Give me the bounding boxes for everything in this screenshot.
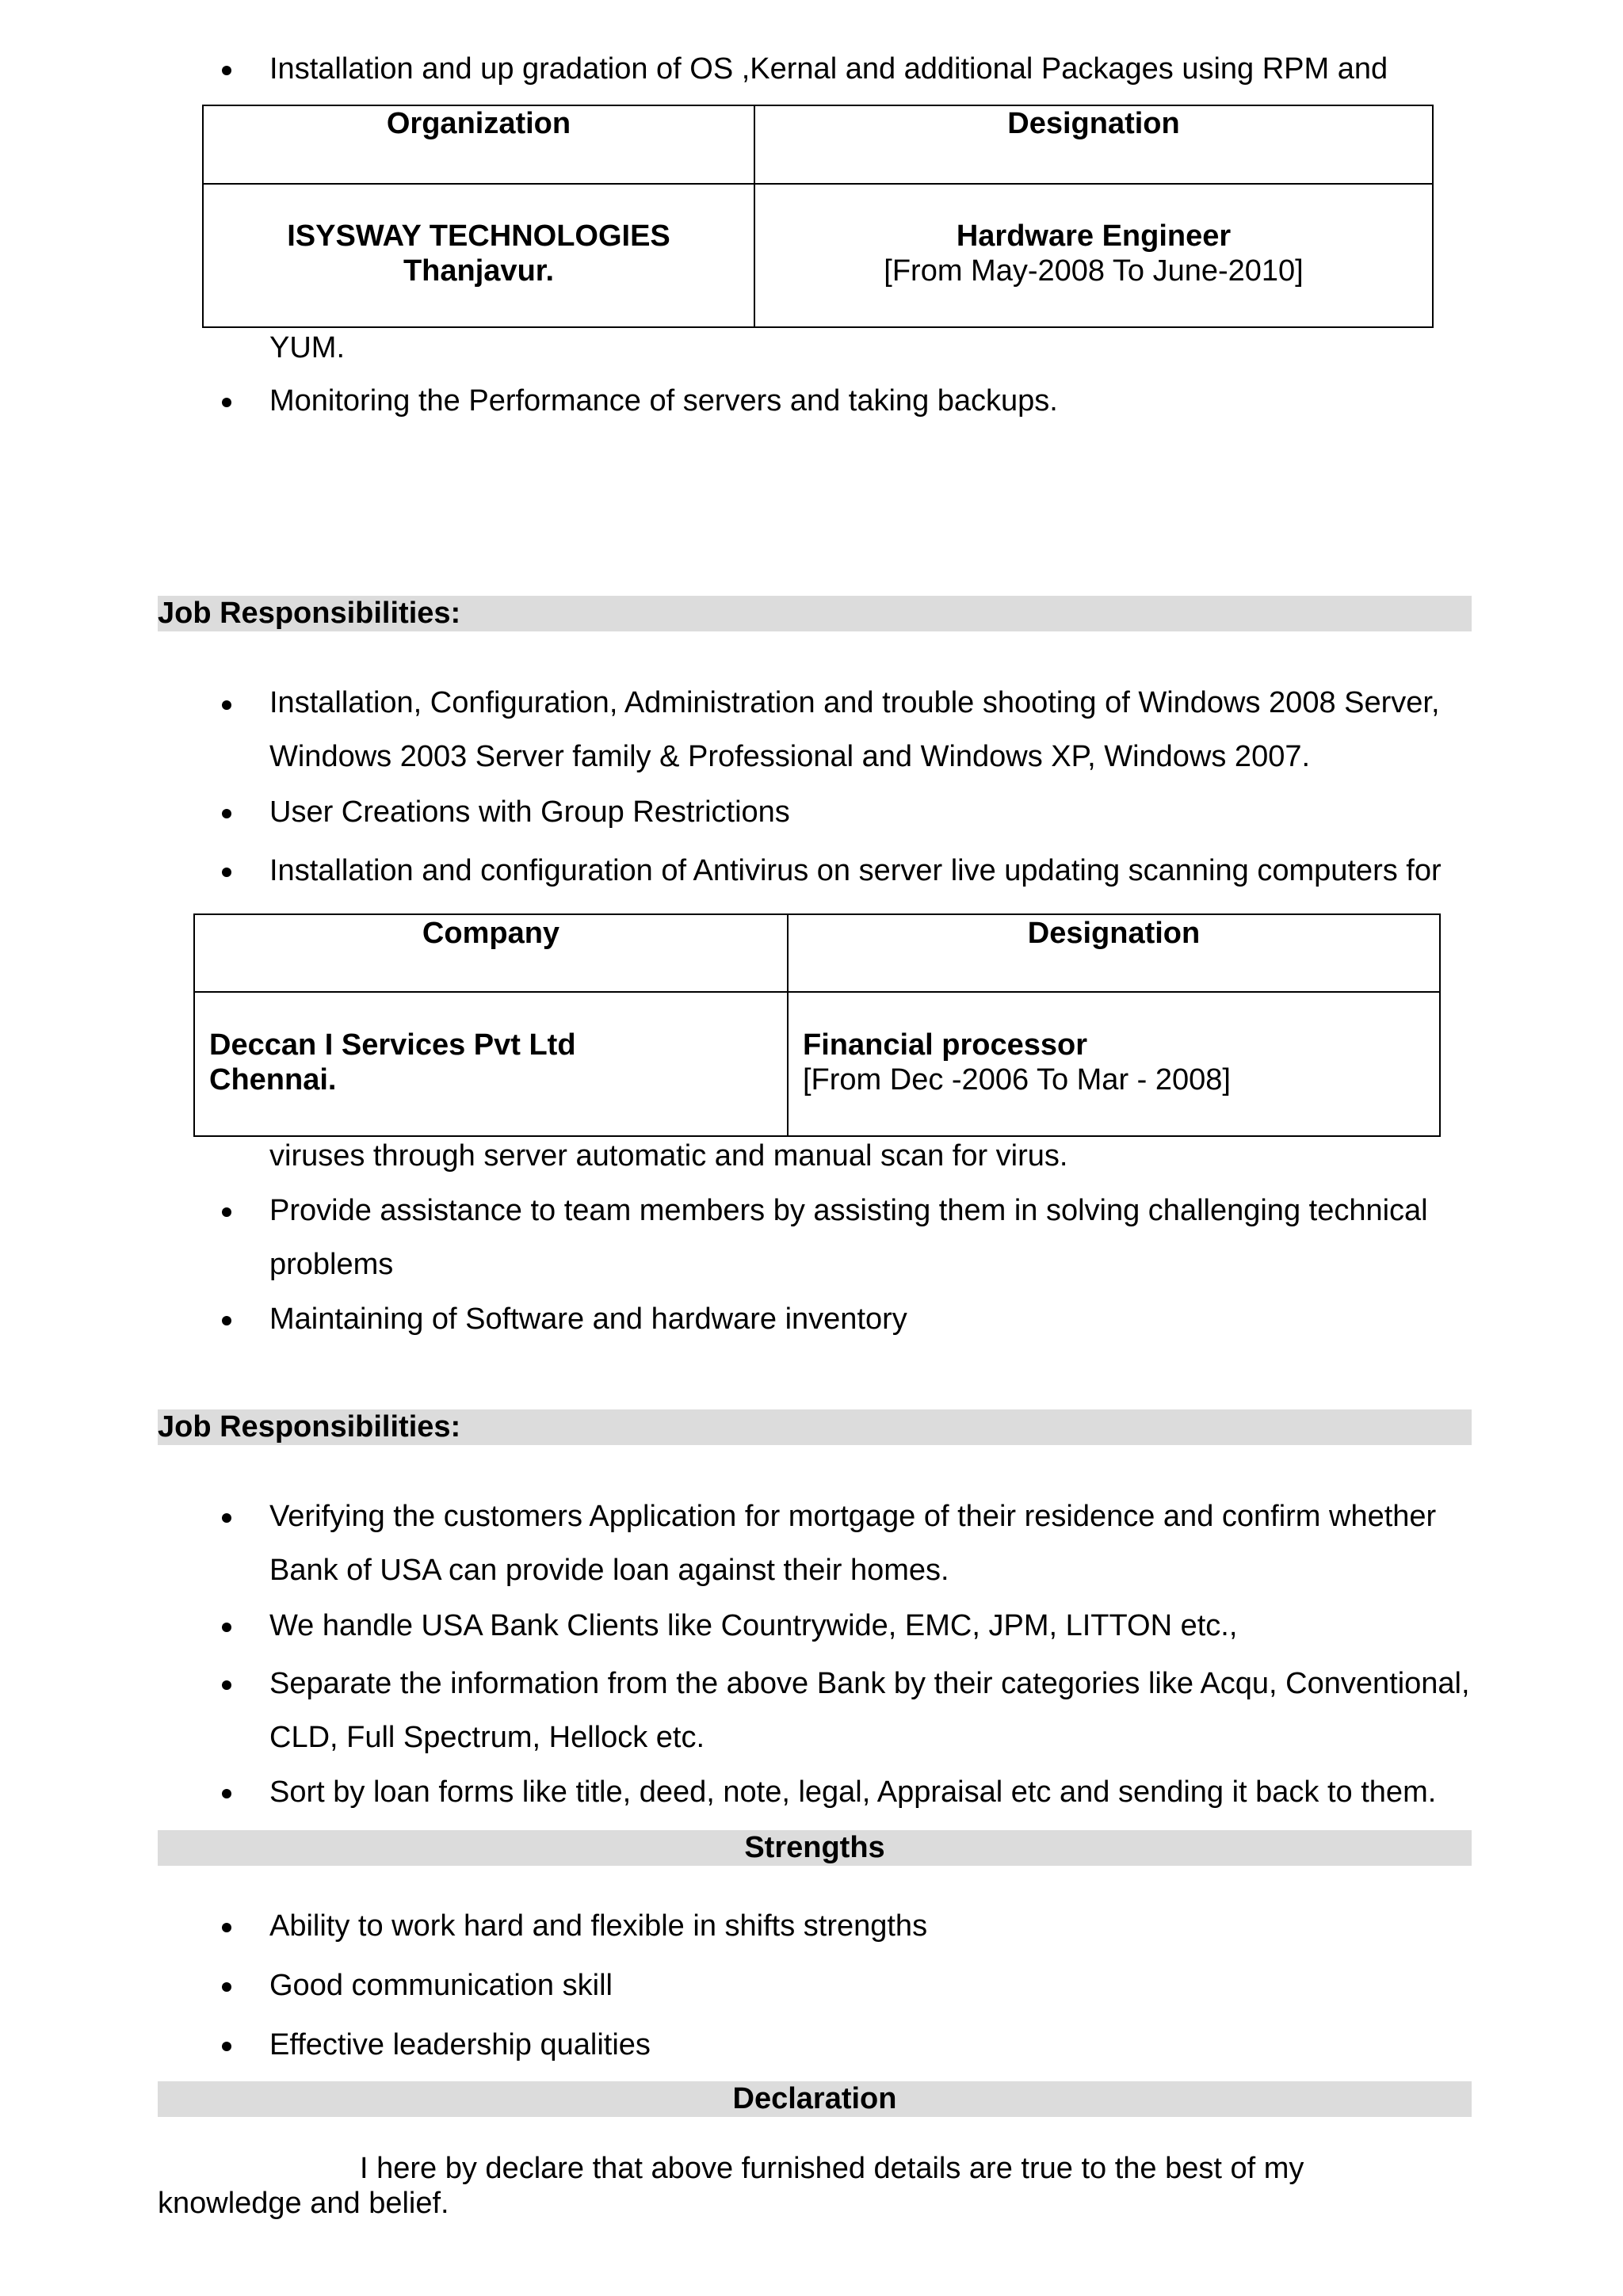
table-header-company: Company bbox=[422, 917, 560, 950]
list-item: User Creations with Group Restrictions bbox=[269, 795, 790, 829]
table-header-designation: Designation bbox=[1007, 107, 1180, 140]
list-item-continuation: Windows 2003 Server family & Professional and Windows XP, Windows 2007. bbox=[269, 740, 1311, 773]
list-item: Sort by loan forms like title, deed, note, legal, Appraisal etc and sending it back to them. bbox=[269, 1775, 1437, 1809]
bullet-dot bbox=[222, 1513, 231, 1523]
list-item: Separate the information from the above Bank by their categories like Acqu, Conventional, bbox=[269, 1667, 1470, 1700]
section-heading-strengths: Strengths bbox=[744, 1831, 885, 1864]
list-item-continuation: YUM. bbox=[269, 331, 345, 364]
bullet-dot bbox=[222, 1982, 231, 1992]
bullet-dot bbox=[222, 700, 231, 710]
list-item: Monitoring the Performance of servers and taking backups. bbox=[269, 384, 1058, 418]
list-item: Good communication skill bbox=[269, 1969, 613, 2002]
list-item: Provide assistance to team members by assisting them in solving challenging technical bbox=[269, 1194, 1428, 1227]
organization-name: ISYSWAY TECHNOLOGIES bbox=[287, 219, 670, 253]
list-item: Verifying the customers Application for mortgage of their residence and confirm whether bbox=[269, 1500, 1437, 1533]
employment-period: [From May-2008 To June-2010] bbox=[884, 254, 1304, 288]
bullet-dot bbox=[222, 398, 231, 407]
bullet-dot bbox=[222, 1923, 231, 1932]
organization-city: Thanjavur. bbox=[403, 254, 555, 288]
list-item: Ability to work hard and flexible in shifts strengths bbox=[269, 1909, 928, 1943]
list-item: Installation, Configuration, Administration and trouble shooting of Windows 2008 Server, bbox=[269, 686, 1440, 719]
bullet-dot bbox=[222, 809, 231, 818]
bullet-dot bbox=[222, 868, 231, 877]
designation-title: Financial processor bbox=[803, 1028, 1088, 1062]
bullet-dot bbox=[222, 2042, 231, 2051]
list-item-continuation: problems bbox=[269, 1248, 394, 1281]
list-item: We handle USA Bank Clients like Countrywide, EMC, JPM, LITTON etc., bbox=[269, 1609, 1238, 1642]
bullet-dot bbox=[222, 1623, 231, 1632]
bullet-dot bbox=[222, 1680, 231, 1690]
bullet-dot bbox=[222, 1207, 231, 1217]
list-item: Installation and up gradation of OS ,Kernal and additional Packages using RPM and bbox=[269, 52, 1388, 86]
table-header-organization: Organization bbox=[386, 107, 571, 140]
section-heading: Job Responsibilities: bbox=[158, 597, 461, 630]
designation-title: Hardware Engineer bbox=[956, 219, 1232, 253]
declaration-text: knowledge and belief. bbox=[158, 2187, 449, 2220]
list-item: Installation and configuration of Antivirus on server live updating scanning computers for bbox=[269, 854, 1442, 887]
company-city: Chennai. bbox=[209, 1063, 337, 1097]
bullet-dot bbox=[222, 66, 231, 75]
section-heading-declaration: Declaration bbox=[732, 2082, 897, 2115]
bullet-dot bbox=[222, 1789, 231, 1798]
bullet-dot bbox=[222, 1316, 231, 1325]
section-heading: Job Responsibilities: bbox=[158, 1410, 461, 1444]
declaration-text: I here by declare that above furnished details are true to the best of my bbox=[360, 2152, 1304, 2185]
table-header-designation: Designation bbox=[1027, 917, 1201, 950]
list-item-continuation: CLD, Full Spectrum, Hellock etc. bbox=[269, 1721, 705, 1754]
employment-period: [From Dec -2006 To Mar - 2008] bbox=[803, 1063, 1231, 1097]
company-name: Deccan I Services Pvt Ltd bbox=[209, 1028, 576, 1062]
list-item-continuation: Bank of USA can provide loan against their homes. bbox=[269, 1554, 949, 1587]
list-item-continuation: viruses through server automatic and manual scan for virus. bbox=[269, 1139, 1068, 1173]
list-item: Effective leadership qualities bbox=[269, 2028, 651, 2061]
list-item: Maintaining of Software and hardware inventory bbox=[269, 1302, 907, 1336]
